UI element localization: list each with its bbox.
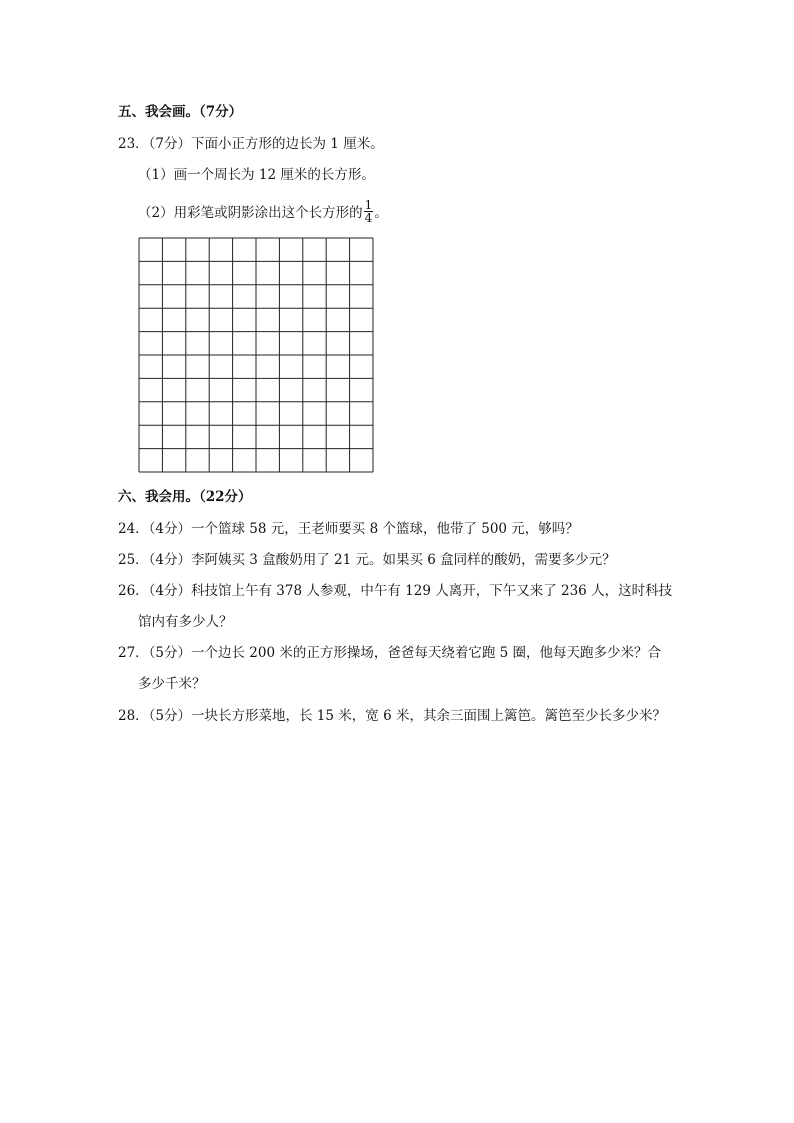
- drawing-grid[interactable]: [138, 237, 374, 473]
- question-27-line-2: 多少千米？: [138, 676, 206, 692]
- question-25: 25．（4分）李阿姨买 3 盒酸奶用了 21 元。如果买 6 盒同样的酸奶，需要多少元？: [118, 552, 616, 568]
- question-26-line-1: 26．（4分）科技馆上午有 378 人参观，中午有 129 人离开，下午又来了 236 人，这时科技: [118, 583, 673, 599]
- question-23-part-1: （1）画一个周长为 12 厘米的长方形。: [138, 167, 375, 183]
- question-23-stem: 23．（7分）下面小正方形的边长为 1 厘米。: [118, 136, 384, 152]
- fraction-numerator: 1: [364, 198, 373, 212]
- question-28: 28．（5分）一块长方形菜地，长 15 米，宽 6 米，其余三面围上篱笆。篱笆至少长多少米？: [118, 708, 666, 724]
- question-23-part-2: [138, 198, 388, 226]
- fraction-denominator: 4: [364, 211, 373, 225]
- section-five-heading: 五、我会画。（7分）: [118, 104, 243, 120]
- question-24: 24．（4分）一个篮球 58 元，王老师要买 8 个篮球，他带了 500 元，够吗？: [118, 521, 579, 537]
- question-23-part-2-prefix: （2）用彩笔或阴影涂出这个长方形的: [138, 205, 363, 221]
- fraction-one-quarter: [364, 199, 374, 224]
- question-26-line-2: 馆内有多少人？: [138, 614, 233, 630]
- question-27-line-1: 27．（5分）一个边长 200 米的正方形操场，爸爸每天绕着它跑 5 圈，他每天跑多少米？合: [118, 645, 662, 661]
- question-23-part-2-suffix: 。: [374, 205, 388, 221]
- drawing-grid-svg[interactable]: [138, 237, 374, 473]
- section-six-heading: 六、我会用。（22分）: [118, 489, 252, 505]
